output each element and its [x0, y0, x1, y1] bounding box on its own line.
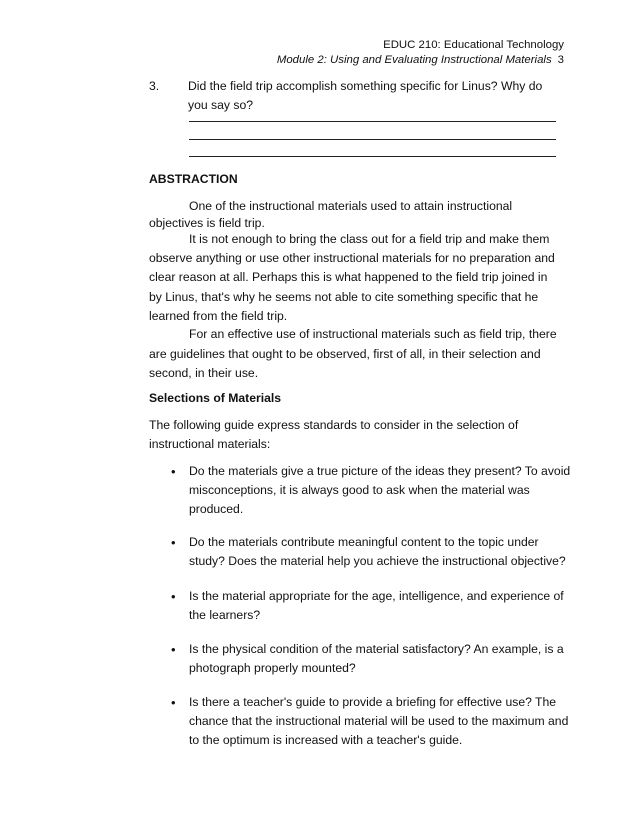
question-text: Did the field trip accomplish something specific for Linus? Why do you say so?: [188, 79, 543, 112]
abstraction-paragraph-1: One of the instructional materials used to attain instructional objectives is field trip.: [149, 199, 513, 230]
module-title: Module 2: Using and Evaluating Instructional Materials: [276, 54, 552, 66]
list-item-text: Do the materials give a true picture of the ideas they present? To avoid misconceptions, it is always good to ask when the material was produced.: [189, 464, 571, 516]
bullet-icon: •: [171, 464, 176, 479]
abstraction-paragraph-2: It is not enough to bring the class out for a field trip and make them observe anything or use other instructional materials for no preparation and clear reason at all. Perhaps this is what happened to the field trip joined in by Linus, that's why he seems not able to cite something specific that he learned from the field trip.: [149, 232, 555, 323]
list-item: [149, 640, 569, 678]
question-3: [149, 77, 563, 115]
course-title: EDUC 210: Educational Technology: [383, 39, 564, 51]
abstraction-paragraph-3: For an effective use of instructional materials such as field trip, there are guidelines that ought to be observed, first of all, in their selection and second, in their use.: [149, 327, 557, 380]
bullet-icon: •: [171, 642, 176, 657]
question-number: 3.: [149, 79, 160, 93]
page-header: [277, 38, 564, 68]
list-item-text: Is there a teacher's guide to provide a briefing for effective use? The chance that the instructional material will be used to the maximum and to the optimum is increased with a teacher's guide.: [189, 695, 569, 747]
answer-line: [189, 156, 556, 157]
answer-line: [189, 121, 556, 122]
page-number: 3: [557, 54, 564, 66]
selection-intro: The following guide express standards to consider in the selection of instructional materials:: [149, 418, 519, 451]
list-item: [149, 533, 569, 571]
list-item: [149, 587, 569, 625]
abstraction-heading: ABSTRACTION: [149, 172, 238, 186]
bullet-icon: •: [171, 535, 176, 550]
list-item-text: Do the materials contribute meaningful content to the topic under study? Does the material help you achieve the instructional objective?: [189, 535, 566, 568]
bullet-icon: •: [171, 695, 176, 710]
selection-heading: Selections of Materials: [149, 391, 282, 405]
list-item-text: Is the material appropriate for the age, intelligence, and experience of the learners?: [189, 589, 564, 622]
list-item: [149, 693, 569, 750]
bullet-icon: •: [171, 589, 176, 604]
answer-line: [189, 139, 556, 140]
list-item: [149, 462, 569, 519]
list-item-text: Is the physical condition of the material satisfactory? An example, is a photograph properly mounted?: [189, 642, 564, 675]
